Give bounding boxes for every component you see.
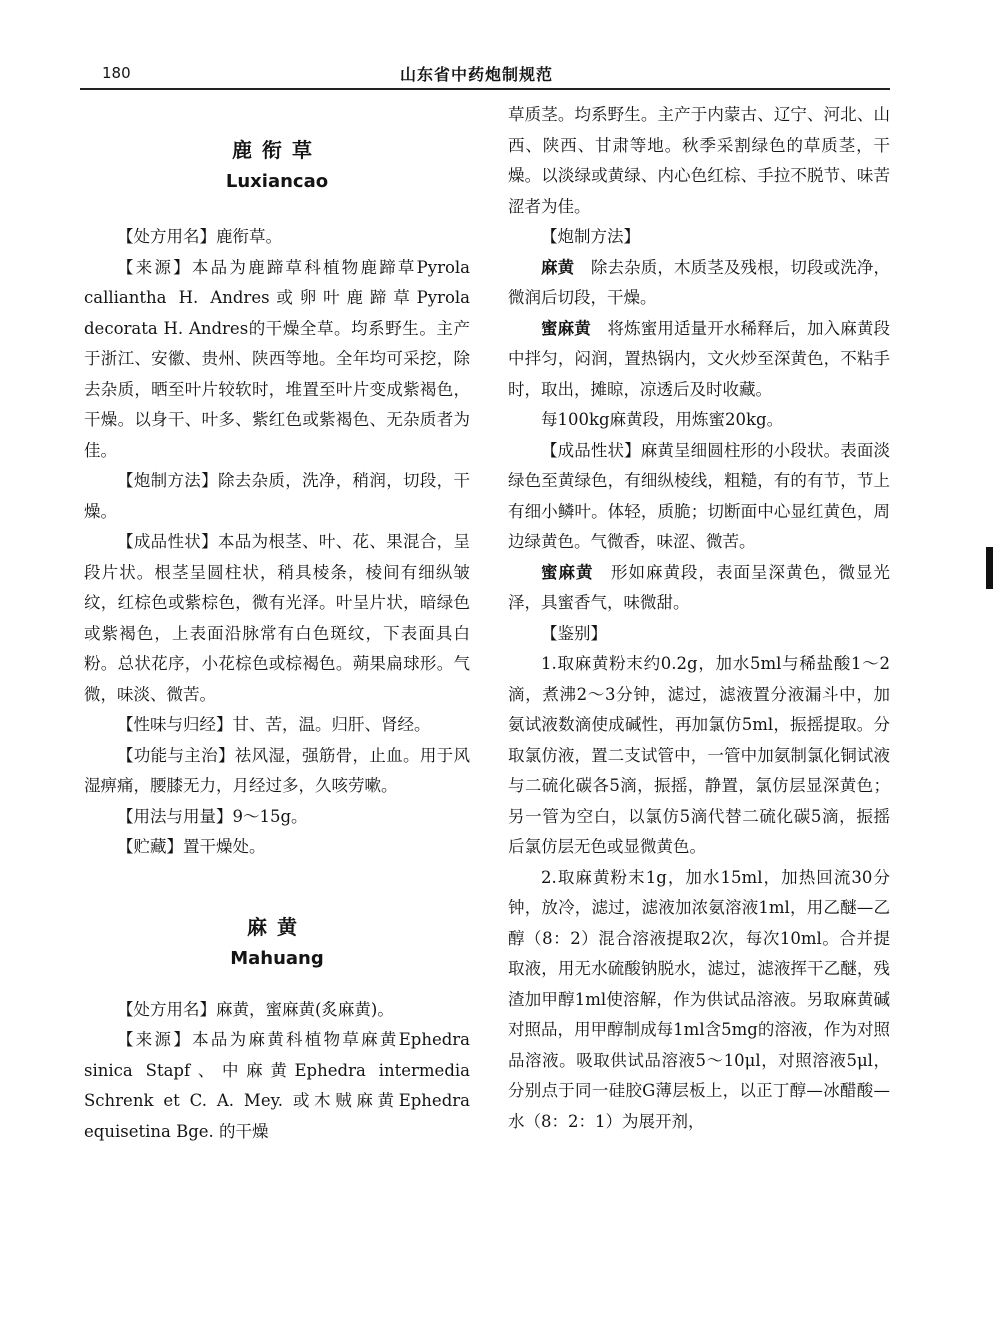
section-head: 【用法与用量】 bbox=[117, 806, 233, 826]
entry-romanized-luxiancao: Luxiancao bbox=[225, 171, 329, 192]
section-head: 【贮藏】 bbox=[117, 837, 183, 856]
section-head: 【处方用名】 bbox=[117, 227, 216, 246]
section-text: 祛风湿，强筋骨，止血。用于风湿痹痛，腰膝无力，月经过多，久咳劳嗽。 bbox=[84, 745, 471, 795]
product-label: 蜜麻黄 bbox=[541, 562, 594, 582]
section-head: 【性味与归经】 bbox=[117, 715, 233, 734]
running-title: 山东省中药炮制规范 bbox=[400, 65, 554, 84]
processing-head-mahuang: 【炮制方法】 bbox=[541, 227, 640, 246]
paragraph-processing bbox=[84, 466, 470, 527]
paragraph-source-continued: 草质茎。均系野生。主产于内蒙古、辽宁、河北、山西、陕西、甘肃等地。秋季采割绿色的草质茎，干燥。以淡绿或黄绿、内心色红棕、手拉不脱节、味苦涩者为佳。 bbox=[508, 105, 890, 216]
method-label: 麻黄 bbox=[541, 257, 575, 277]
section-text: 除去杂质，洗净，稍润，切段，干燥。 bbox=[84, 471, 471, 521]
paragraph-storage bbox=[84, 832, 470, 863]
paragraph-product-mi bbox=[508, 558, 890, 619]
page-number: 180 bbox=[102, 64, 131, 82]
paragraph-function bbox=[84, 741, 470, 802]
section-head: 【功能与主治】 bbox=[117, 745, 235, 765]
method-label: 蜜麻黄 bbox=[541, 318, 591, 338]
method-text: 除去杂质，木质茎及残根，切段或洗净，微润后切段，干燥。 bbox=[508, 257, 890, 307]
entry-title-mahuang: 麻黄 bbox=[247, 914, 307, 939]
paragraph-product bbox=[84, 527, 470, 710]
section-text: 置干燥处。 bbox=[183, 837, 266, 856]
page-edge-mark bbox=[986, 547, 993, 589]
header-rule bbox=[80, 88, 890, 90]
section-head: 【成品性状】 bbox=[117, 532, 218, 551]
section-head: 【炮制方法】 bbox=[117, 471, 218, 490]
paragraph-usage bbox=[84, 802, 470, 833]
page-header bbox=[80, 60, 890, 90]
section-head: 【处方用名】 bbox=[117, 999, 216, 1019]
paragraph-method-ratio: 每100kg麻黄段，用炼蜜20kg。 bbox=[541, 410, 784, 429]
section-head: 【来源】 bbox=[117, 257, 192, 277]
right-column bbox=[508, 100, 890, 1137]
section-text: 麻黄，蜜麻黄(炙麻黄)。 bbox=[216, 999, 394, 1019]
entry-title-luxiancao: 鹿衔草 bbox=[232, 138, 322, 162]
entry-romanized-mahuang: Mahuang bbox=[230, 947, 324, 969]
paragraph-source bbox=[84, 253, 470, 467]
section-head: 【成品性状】 bbox=[541, 440, 641, 460]
method-text: 将炼蜜用适量开水稀释后，加入麻黄段中拌匀，闷润，置热锅内，文火炒至深黄色，不粘手时，取出，摊晾，凉透后及时收藏。 bbox=[508, 318, 890, 399]
paragraph-source-mahuang bbox=[84, 1025, 470, 1147]
paragraph-identification-1: 1.取麻黄粉末约0.2g，加水5ml与稀盐酸1～2滴，煮沸2～3分钟，滤过，滤液置分液漏斗中，加氨试液数滴使成碱性，再加氯仿5ml，振摇提取。分取氯仿液，置二支试管中，一管中加氨制氯化铜试液与二硫化碳各5滴，振摇，静置，氯仿层显深黄色；另一管为空白，以氯仿5滴代替二硫化碳5滴，振摇后氯仿层无色或显微黄色。 bbox=[508, 654, 890, 856]
section-text: 本品为鹿蹄草科植物鹿蹄草Pyrola calliantha H. Andres或卵叶鹿蹄草Pyrola decorata H. Andres的干燥全草。均系野生。主产于浙江、安徽、贵州、陕西等地。全年均可采挖，除去杂质，晒至叶片较软时，堆置至叶片变成紫褐色，干燥。以身干、叶多、紫红色或紫褐色、无杂质者为佳。 bbox=[84, 257, 471, 460]
left-column bbox=[84, 100, 470, 1147]
section-text: 9～15g。 bbox=[232, 806, 308, 826]
section-text: 麻黄呈细圆柱形的小段状。表面淡绿色至黄绿色，有细纵棱线，粗糙，有的有节，节上有细小鳞叶。体轻，质脆；切断面中心显红黄色，周边绿黄色。气微香，味涩、微苦。 bbox=[508, 440, 890, 551]
paragraph-product-mahuang bbox=[508, 436, 890, 558]
section-text: 本品为根茎、叶、花、果混合，呈段片状。根茎呈圆柱状，稍具棱条，棱间有细纵皱纹，红棕色或紫棕色，微有光泽。叶呈片状，暗绿色或紫褐色，上表面沿脉常有白色斑纹，下表面具白粉。总状花序，小花棕色或棕褐色。蒴果扁球形。气微，味淡、微苦。 bbox=[84, 532, 471, 704]
section-text: 甘、苦，温。归肝、肾经。 bbox=[232, 715, 431, 734]
section-text: 本品为麻黄科植物草麻黄Ephedra sinica Stapf、中麻黄Ephedra intermedia Schrenk et C. A. Mey. 或木贼麻黄Ephedra equisetina Bge. 的干燥 bbox=[84, 1030, 470, 1141]
identification-head: 【鉴别】 bbox=[541, 623, 607, 643]
paragraph-method-mahuang bbox=[508, 253, 890, 314]
paragraph-prescription bbox=[84, 222, 470, 253]
paragraph-nature bbox=[84, 710, 470, 741]
section-text: 鹿衔草。 bbox=[216, 227, 282, 246]
product-text: 形如麻黄段，表面呈深黄色，微显光泽，具蜜香气，味微甜。 bbox=[508, 562, 890, 612]
section-head: 【来源】 bbox=[117, 1030, 193, 1049]
paragraph-prescription-mahuang bbox=[84, 995, 470, 1026]
paragraph-method-mi bbox=[508, 314, 890, 406]
paragraph-identification-2: 2.取麻黄粉末1g，加水15ml，加热回流30分钟，放冷，滤过，滤液加浓氨溶液1ml，用乙醚—乙醇（8：2）混合溶液提取2次，每次10ml。合并提取液，用无水硫酸钠脱水，滤过，滤液挥干乙醚，残渣加甲醇1ml使溶解，作为供试品溶液。另取麻黄碱对照品，用甲醇制成每1ml含5mg的溶液，作为对照品溶液。吸取供试品溶液5～10μl，对照溶液5μl，分别点于同一硅胶G薄层板上，以正丁醇—冰醋酸—水（8：2：1）为展开剂， bbox=[508, 867, 890, 1131]
